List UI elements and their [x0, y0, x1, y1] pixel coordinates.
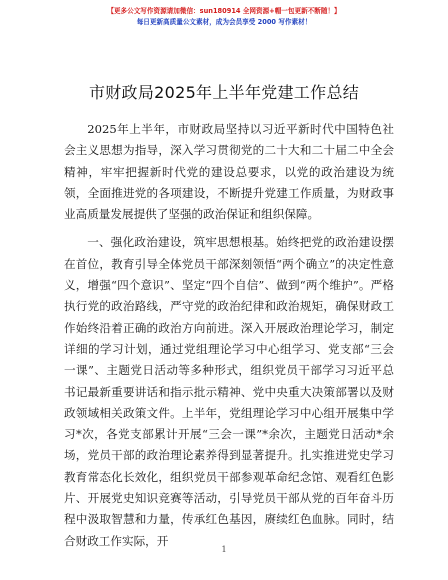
promo-banner-line-1: 【更多公文写作资源请加微信：sun180914 全网资源+帽一包更新不断随！】: [107, 7, 341, 15]
paragraph-section-1: 一、强化政治建设，筑牢思想根基。始终把党的政治建设摆在首位，教育引导全体党员干部深刻领悟“两个确立”的决定性意义，增强“四个意识”、坚定“四个自信”、做到“两个维护”。严格执行党的政治路线，严守党的政治纪律和政治规矩，确保财政工作始终沿着正确的政治方向前进。深入开展政治理论学习，制定详细的学习计划，通过党组理论学习中心组学习、党支部“三会一课”、主题党日活动等多种形式，组织党员干部学习习近平总书记最新重要讲话和指示批示精神、党中央重大决策部署以及财政领域相关政策文件。上半年，党组理论学习中心组开展集中学习*次，各党支部累计开展“三会一课”*余次，主题党日活动*余场，党员干部的政治理论素养得到显著提升。扎实推进党史学习教育常态化长效化，组织党员干部参观革命纪念馆、观看红色影片、开展党史知识竞赛等活动，引导党员干部从党的百年奋斗历程中汲取智慧和力量，传承红色基因，赓续红色血脉。同时，结合财政工作实际，开: [64, 235, 394, 548]
promo-banner: [0, 6, 448, 28]
document-body: [64, 119, 394, 552]
promo-banner-line-2: 每日更新高质量公文素材，成为会员享受 2000 写作素材！: [136, 18, 312, 26]
document-title: 市财政局2025年上半年党建工作总结: [88, 83, 360, 102]
page-number: 1: [221, 545, 227, 554]
paragraph-intro: 2025年上半年，市财政局坚持以习近平新时代中国特色社会主义思想为指导，深入学习贯彻党的二十大和二十届二中全会精神，牢牢把握新时代党的建设总要求，以党的政治建设为统领，全面推进党的各项建设，不断提升党建工作质量，为财政事业高质量发展提供了坚强的政治保证和组织保障。: [64, 122, 394, 222]
